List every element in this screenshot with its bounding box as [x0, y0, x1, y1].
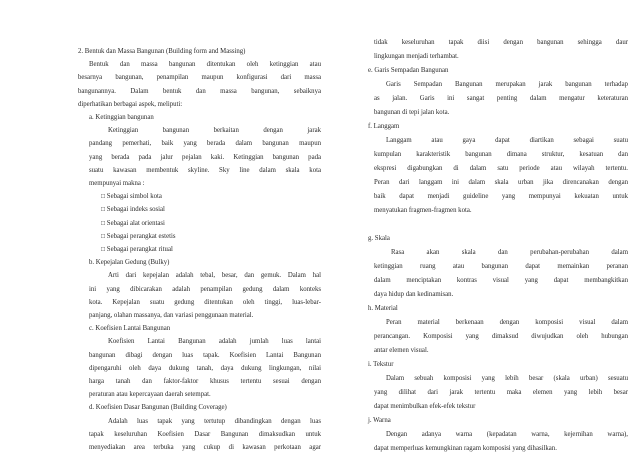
checkbox-bullet-icon: □ — [101, 206, 106, 213]
paragraph-line: daya hidup dan kedinamisan. — [374, 291, 454, 298]
checkbox-bullet-icon: □ — [101, 233, 106, 240]
paragraph-line: e. Garis Sempadan Bangunan — [368, 67, 449, 74]
bullet-label: Sebagai perangkat estetis — [105, 233, 176, 240]
paragraph-line: bangunan dibagi dengan luas tapak. Koefisien Lantai Bangunan — [89, 352, 321, 359]
checkbox-bullet-icon: □ — [101, 246, 106, 253]
paragraph-line: baik dapat menjadi guideline yang mempunyai kekuatan untuk — [374, 193, 628, 200]
paragraph-line: Dengan adanya warna (kepadatan warna, kejernihan warna), — [386, 431, 628, 438]
paragraph-line: yang dilihat dari jarak tertentu maka elemen yang lebih besar — [374, 389, 628, 396]
paragraph-line: 2. Bentuk dan Massa Bangunan (Building form and Massing) — [78, 48, 246, 55]
checkbox-bullet-icon: □ — [101, 193, 106, 200]
paragraph-line: as jalan. Garis ini sangat penting dalam mengatur keteraturan — [374, 95, 628, 102]
paragraph-line: lingkungan menjadi terhambat. — [374, 53, 459, 60]
bullet-item — [101, 194, 162, 201]
paragraph-line: Koefisien Lantai Bangunan adalah jumlah luas lantai — [108, 338, 321, 345]
paragraph-line: dipengaruhi oleh daya dukung tanah, daya dukung lingkungan, nilai — [89, 365, 321, 372]
paragraph-line: diperhatikan berbagai aspek, meliputi: — [78, 101, 183, 108]
paragraph-line: peraturan atau kepercayaan daerah setempat. — [89, 391, 211, 398]
paragraph-line: dalam menciptakan kontras visual yang dapat membangkitkan — [374, 277, 628, 284]
paragraph-line: bangunan di tepi jalan kota. — [374, 109, 450, 116]
paragraph-line: Peran dari langgam ini dalam skala urban jika direncanakan dengan — [374, 179, 628, 186]
paragraph-line: Langgam atau gaya dapat diartikan sebagai suatu — [386, 137, 628, 144]
bullet-item — [101, 234, 176, 241]
paragraph-line: h. Material — [368, 305, 398, 312]
bullet-label: Sebagai indeks sosial — [105, 206, 165, 213]
paragraph-line: Rasa akan skala dan perubahan-perubahan dalam — [391, 249, 628, 256]
bullet-label: Sebagai perangkat ritual — [105, 246, 173, 253]
paragraph-line: kumpulan karakteristik bangunan dimana struktur, kesatuan dan — [374, 151, 628, 158]
bullet-item — [101, 207, 165, 214]
paragraph-line: bangunannya. Dalam bentuk dan massa bangunan, sebaiknya — [78, 88, 321, 95]
paragraph-line: Garis Sempadan Bangunan merupakan jarak bangunan terhadap — [386, 81, 628, 88]
paragraph-line: j. Warna — [368, 417, 391, 424]
paragraph-line: a. Ketinggian bangunan — [89, 114, 154, 121]
paragraph-line: harga tanah dan faktor-faktor khusus tertentu sesuai dengan — [89, 378, 321, 385]
paragraph-line: Bentuk dan massa bangunan ditentukan oleh ketinggian atau — [89, 61, 321, 68]
paragraph-line: c. Koefisien Lantai Bangunan — [89, 325, 171, 332]
paragraph-line: pandang pemerhati, baik yang berada dalam bangunan maupun — [89, 140, 321, 147]
paragraph-line: dapat memperluas kemungkinan ragam komposisi yang dihasilkan. — [374, 445, 557, 452]
paragraph-line: suatu kawasan membentuk skyline. Sky line dalam skala kota — [89, 167, 321, 174]
paragraph-line: tidak keseluruhan tapak diisi dengan bangunan sehingga daur — [374, 39, 628, 46]
paragraph-line: tapak keseluruhan Koefisien Dasar Bangunan dimaksudkan untuk — [89, 431, 321, 438]
paragraph-line: dapat menimbulkan efek-efek tekstur — [374, 403, 476, 410]
paragraph-line: Arti dari kepejalan adalah tebal, besar, dan gemuk. Dalam hal — [108, 272, 321, 279]
paragraph-line: b. Kepejalan Gedung (Bulky) — [89, 259, 170, 266]
paragraph-line: perancangan. Komposisi yang dimaksud diwujudkan oleh hubungan — [374, 333, 628, 340]
bullet-label: Sebagai simbol kota — [105, 193, 162, 200]
paragraph-line: Ketinggian bangunan berkaitan dengan jarak — [108, 127, 321, 134]
checkbox-bullet-icon: □ — [101, 220, 106, 227]
paragraph-line: menyatukan fragmen-fragmen kota. — [374, 207, 472, 214]
paragraph-line: menyediakan area terbuka yang cukup di kawasan perkotaan agar — [89, 444, 321, 451]
paragraph-line: Dalam sebuah komposisi yang lebih besar (skala urban) sesuatu — [386, 375, 628, 382]
paragraph-line: g. Skala — [368, 235, 390, 242]
paragraph-line: yang berada pada jalur pejalan kaki. Ketinggian bangunan pada — [89, 154, 321, 161]
paragraph-line: antar elemen visual. — [374, 347, 429, 354]
paragraph-line: f. Langgam — [368, 123, 400, 130]
paragraph-line: Peran material berkenaan dengan komposisi visual dalam — [386, 319, 628, 326]
paragraph-line: ketinggian ruang atau bangunan dapat memainkan peranan — [374, 263, 628, 270]
paragraph-line: ekspresi digabungkan di dalam satu periode atau wilayah tertentu. — [374, 165, 628, 172]
paragraph-line: besarnya bangunan, penampilan maupun konfigurasi dari massa — [78, 74, 321, 81]
paragraph-line: mempunyai makna : — [89, 180, 145, 187]
bullet-label: Sebagai alat orientasi — [105, 220, 165, 227]
paragraph-line: panjang, olahan massanya, dan variasi penggunaan material. — [89, 312, 254, 319]
bullet-item — [101, 221, 165, 228]
paragraph-line: d. Koefisien Dasar Bangunan (Building Coverage) — [89, 404, 227, 411]
paragraph-line: i. Tekstur — [368, 361, 394, 368]
paragraph-line: Adalah luas tapak yang tertutup dibandingkan dengan luas — [108, 418, 321, 425]
paragraph-line: kota. Kepejalan suatu gedung ditentukan oleh tinggi, luas-lebar- — [89, 299, 321, 306]
bullet-item — [101, 247, 173, 254]
paragraph-line: ini yang dibicarakan adalah penampilan gedung dalam konteks — [89, 286, 321, 293]
